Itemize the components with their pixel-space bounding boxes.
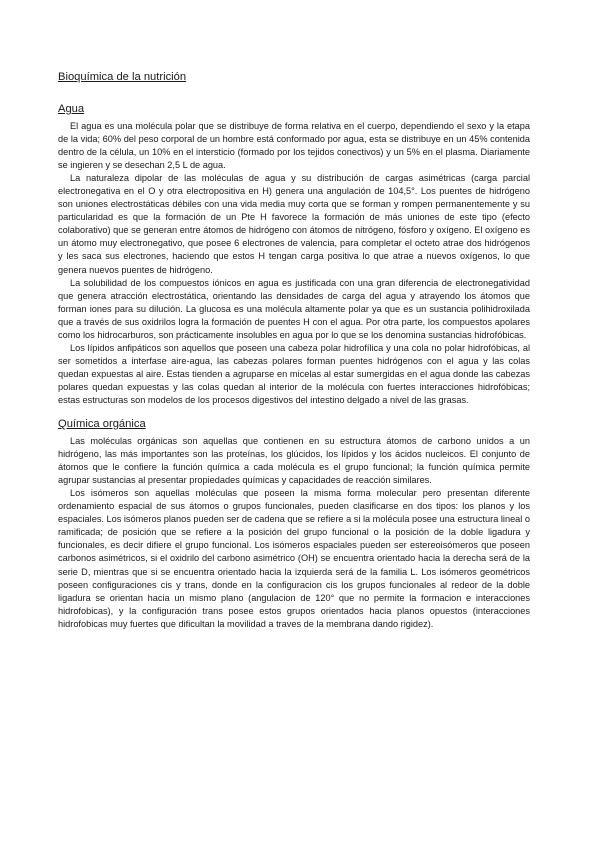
document-page [58, 70, 530, 641]
paragraph: Los isómeros son aquellas moléculas que poseen la misma forma molecular pero presentan diferente ordenamiento espacial de sus átomos o grupos funcionales, pueden clasificarse en dos tipos: los planos y los espaciales. Los isómeros planos pueden ser de cadena que se refiere a si la molécula posee una estructura lineal o ramificada; de posición que se refiere a la posición del grupo funcional o la posición de la doble ligadura y funcionales, es decir difiere el grupo funcional. Los isómeros espaciales pueden ser estereoisómeros que poseen carbonos asimétricos, si el oxidrilo del carbono asimétrico (OH) se encuentra orientado hacia la derecha será de la serie D, mientras que si se encuentra orientado hacia la izquierda será de la familia L. Los isómeros geométricos poseen configuraciones cis y trans, donde en la configuracion cis los grupos funcionales al redeor de la doble ligadura se orientan hacia un mismo plano (angulacion de 120° que no permite la formacion e interacciones hidrofobicas), y la configuración trans posee estos grupos orientados hacia planos opuestos (interacciones hidrofobicas muy fuertes que dificultan la movilidad a traves de la membrana dando rigidez). [58, 488, 530, 629]
section-heading-quimica-organica: Química orgánica [58, 418, 146, 431]
paragraph: Las moléculas orgánicas son aquellas que contienen en su estructura átomos de carbono unidos a un hidrógeno, las más importantes son las proteínas, los glúcidos, los lípidos y los ácidos nucleicos. El conjunto de átomos que le confiere la función química a cada molécula es el grupo funcional; la función química permite agrupar sustancias al presentar propiedades químicas y capacidades de reacción similares. [58, 436, 530, 486]
section-quimica-organica [58, 417, 530, 631]
document-title: Bioquímica de la nutrición [58, 71, 187, 83]
section-agua [58, 102, 530, 407]
paragraph: Los lípidos anfipáticos son aquellos que poseen una cabeza polar hidrofílica y una cola no polar hidrofóbicas, al ser sometidos a interfase aire-agua, las cabezas polares forman puentes hidrógenos con el agua y las colas quedan expuestas al aire. Estas tienden a agruparse en micelas al estar sumergidas en el agua donde las cabezas polares quedan expuestas y las colas quedan al interior de la molécula con fuertes interacciones hidrofóbicas; estas estructuras son modelos de los procesos digestivos del intestino delgado a nivel de las grasas. [58, 342, 530, 405]
paragraph: La naturaleza dipolar de las moléculas de agua y su distribución de cargas asimétricas (carga parcial electronegativa en el O y otra electropositiva en H) genera una angulación de 104,5°. Los puentes de hidrógeno son uniones electrostáticas débiles con una vida media muy corta que se forman y rompen permanentemente y su particularidad es que la formación de un Pte H favorece la formación de más uniones de este tipo (efecto colaborativo) que se generan entre átomos de hidrógeno con átomos de nitrógeno, fósforo y oxígeno. El oxígeno es un átomo muy electronegativo, que posee 6 electrones de valencia, para completar el octeto atrae dos hidrógenos y les saca sus electrones, haciendo que estos H tengan carga positiva lo que atrae a nuevos oxígenos, lo que genera nuevos puentes de hidrógeno. [58, 173, 530, 275]
paragraph: La solubilidad de los compuestos iónicos en agua es justificada con una gran diferencia de electronegatividad que genera atracción electrostática, orientando las densidades de carga del agua y atrayendo los átomos que forman iones para su dilución. La glucosa es una molécula altamente polar ya que es un sustancia polihidroxilada que a través de sus oxidrilos logra la formación de puentes H con el agua. Por otra parte, los compuestos apolares como los hidrocarburos, son prácticamente insolubles en agua por lo que se los denomina sustancias hidrofóbicas. [58, 277, 530, 340]
paragraph: El agua es una molécula polar que se distribuye de forma relativa en el cuerpo, dependiendo el sexo y la etapa de la vida; 60% del peso corporal de un hombre está conformado por agua, esta se distribuye en un 45% contenida dentro de la célula, un 10% en el intersticio (formado por los tejidos conectivos) y un 5% en el plasma. Diariamente se ingieren y se desechan 2,5 L de agua. [58, 121, 530, 171]
section-heading-agua: Agua [58, 103, 85, 115]
